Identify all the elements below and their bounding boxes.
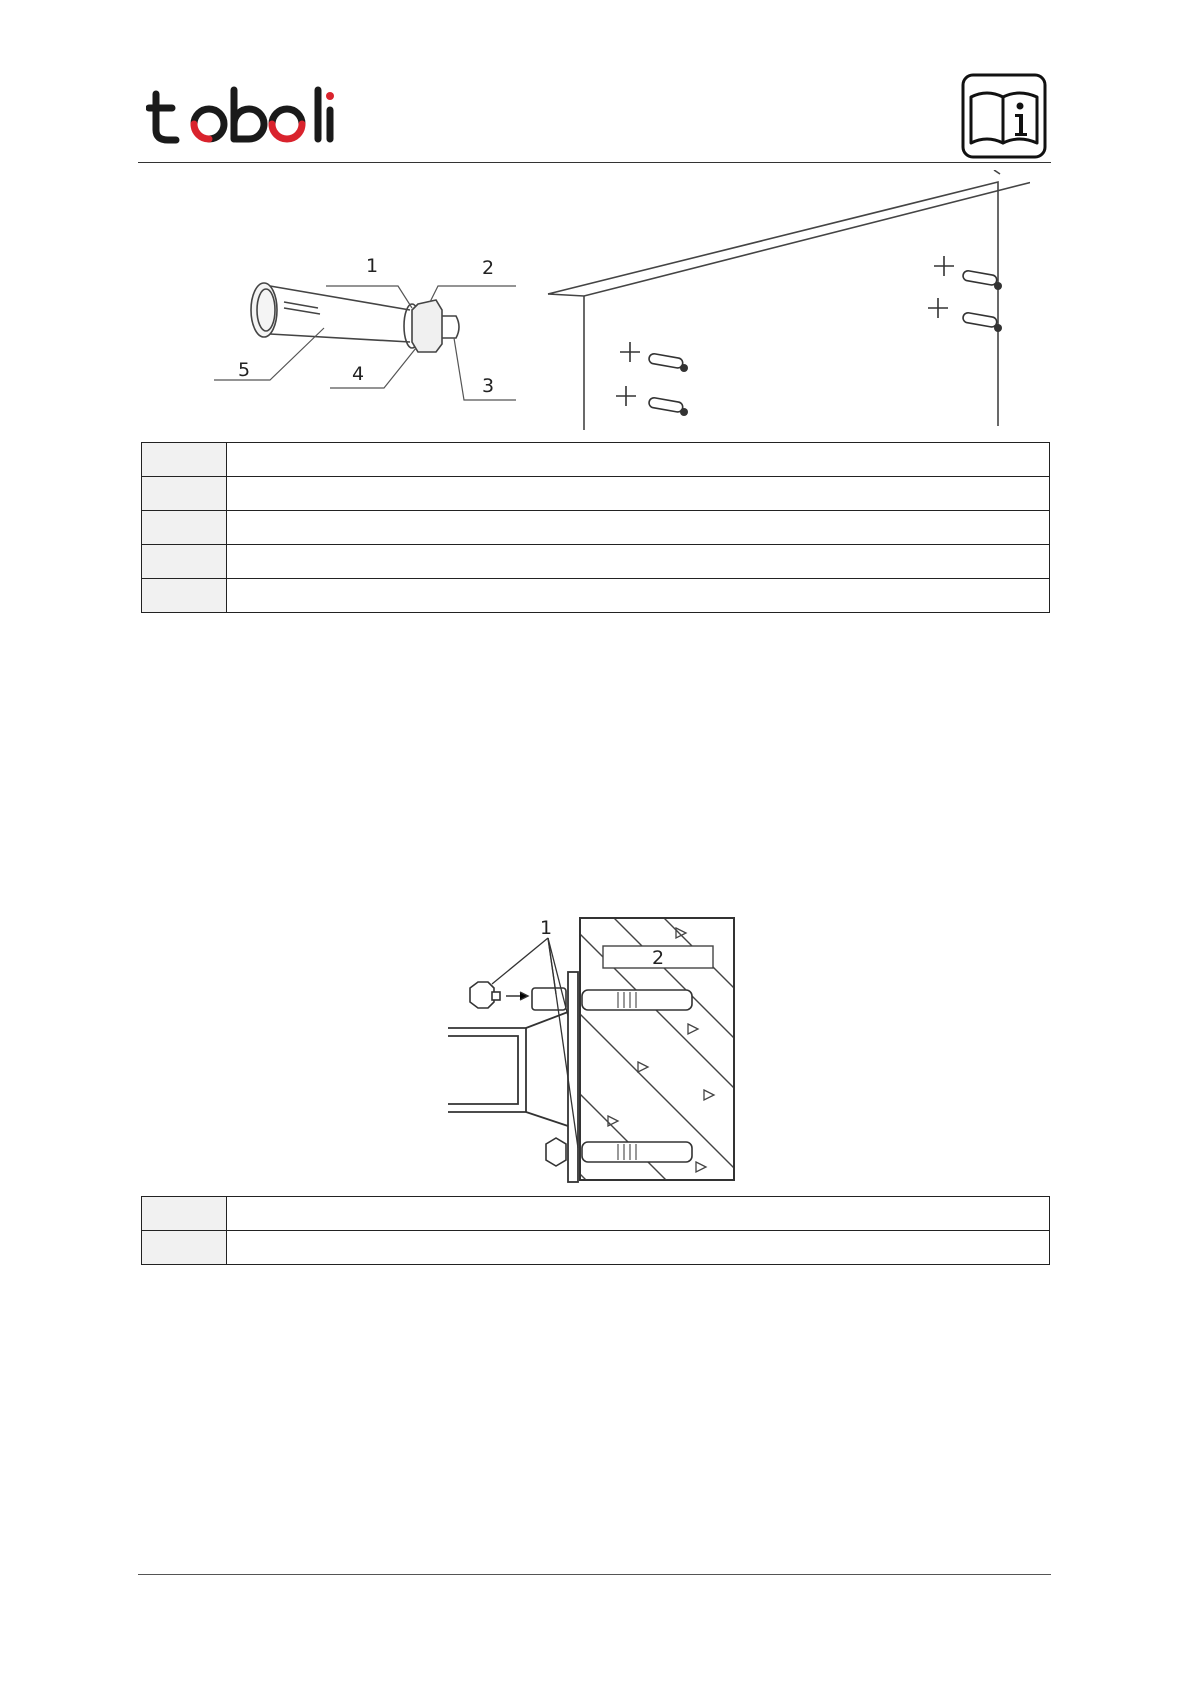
part-number-cell <box>142 477 227 511</box>
table-row <box>142 545 1050 579</box>
table-row <box>142 1231 1050 1265</box>
header-divider <box>138 162 1051 163</box>
part-description-cell <box>227 1231 1050 1265</box>
table-row <box>142 443 1050 477</box>
read-manual-info-icon <box>961 73 1047 159</box>
figure1-label-5: 5 <box>238 359 251 381</box>
figure1-label-3: 3 <box>482 375 495 397</box>
figure1-label-1: 1 <box>366 255 379 277</box>
part-number-cell <box>142 545 227 579</box>
part-number-cell <box>142 579 227 613</box>
footer-divider <box>138 1574 1051 1575</box>
figure1-label-2: 2 <box>482 257 495 279</box>
part-number-cell <box>142 443 227 477</box>
part-description-cell <box>227 579 1050 613</box>
figure2-label-2: 2 <box>652 947 665 969</box>
figure1-label-4: 4 <box>352 363 365 385</box>
anchor-bolt-figure <box>200 170 1030 430</box>
toboli-logo <box>146 86 336 146</box>
part-description-cell <box>227 545 1050 579</box>
part-description-cell <box>227 1197 1050 1231</box>
parts-table-1 <box>141 442 1050 613</box>
table-row <box>142 477 1050 511</box>
wall-mounting-figure <box>448 912 748 1184</box>
table-row <box>142 1197 1050 1231</box>
figure2-label-1: 1 <box>540 917 553 939</box>
table-row <box>142 511 1050 545</box>
part-description-cell <box>227 443 1050 477</box>
part-number-cell <box>142 1231 227 1265</box>
part-description-cell <box>227 477 1050 511</box>
part-description-cell <box>227 511 1050 545</box>
part-number-cell <box>142 1197 227 1231</box>
parts-table-2 <box>141 1196 1050 1265</box>
table-row <box>142 579 1050 613</box>
part-number-cell <box>142 511 227 545</box>
